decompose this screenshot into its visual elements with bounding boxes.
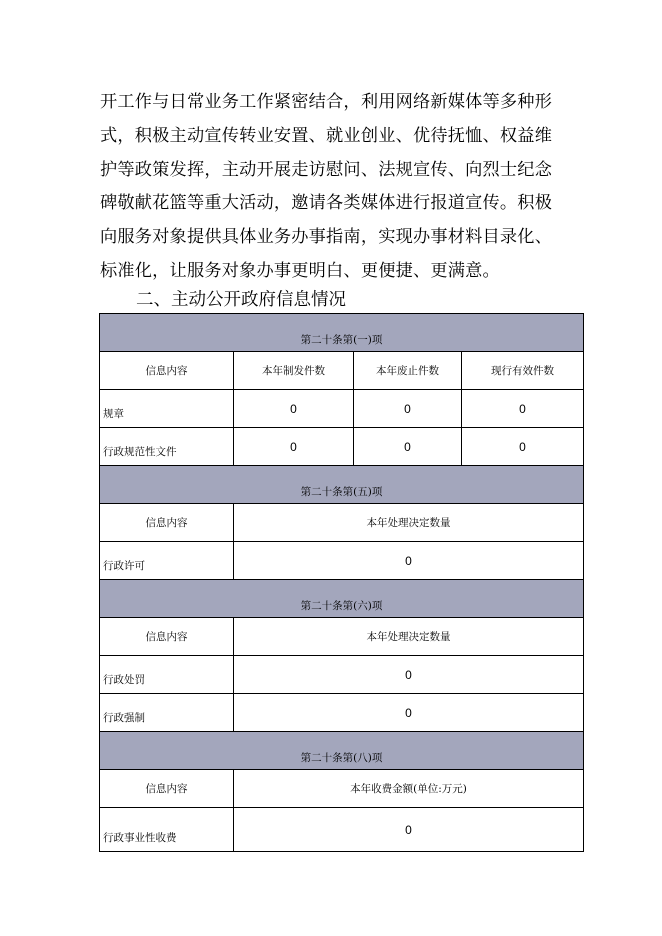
column-header-row	[100, 352, 584, 390]
column-header: 本年收费金额(单位:万元)	[234, 770, 584, 808]
paragraph-line: 式，积极主动宣传转业安置、就业创业、优待抚恤、权益维	[100, 125, 553, 146]
cell-value: 0	[354, 428, 462, 466]
paragraph-line: 标准化，让服务对象办事更明白、更便捷、更满意。	[100, 260, 500, 281]
table-row	[100, 808, 584, 852]
column-header: 信息内容	[100, 770, 234, 808]
table-row	[100, 694, 584, 732]
table-row	[100, 542, 584, 580]
paragraph-line: 开工作与日常业务工作紧密结合，利用网络新媒体等多种形	[100, 92, 553, 112]
table-row	[100, 428, 584, 466]
section-title: 第二十条第(五)项	[100, 466, 584, 504]
column-header-row	[100, 770, 584, 808]
cell-value: 0	[234, 656, 584, 694]
body-paragraph	[100, 86, 580, 289]
section-title: 第二十条第(八)项	[100, 732, 584, 770]
section-header-row	[100, 580, 584, 618]
table-row	[100, 656, 584, 694]
column-header: 本年处理决定数量	[234, 504, 584, 542]
column-header: 本年处理决定数量	[234, 618, 584, 656]
column-header-row	[100, 618, 584, 656]
paragraph-line: 向服务对象提供具体业务办事指南，实现办事材料目录化、	[100, 227, 553, 248]
cell-value: 0	[234, 428, 354, 466]
cell-value: 0	[234, 542, 584, 580]
column-header: 信息内容	[100, 352, 234, 390]
row-label: 行政强制	[100, 694, 234, 732]
column-header: 本年废止件数	[354, 352, 462, 390]
row-label: 行政规范性文件	[100, 428, 234, 466]
section-header-row	[100, 314, 584, 352]
paragraph-line: 碑敬献花篮等重大活动，邀请各类媒体进行报道宣传。积极	[100, 193, 553, 214]
section-title: 第二十条第(一)项	[100, 314, 584, 352]
column-header: 信息内容	[100, 504, 234, 542]
info-disclosure-table	[99, 313, 584, 852]
paragraph-line: 护等政策发挥，主动开展走访慰问、法规宣传、向烈士纪念	[100, 159, 553, 180]
cell-value: 0	[462, 428, 584, 466]
row-label: 行政事业性收费	[100, 808, 234, 852]
section-heading: 二、主动公开政府信息情况	[136, 290, 346, 310]
row-label: 行政许可	[100, 542, 234, 580]
cell-value: 0	[462, 390, 584, 428]
cell-value: 0	[234, 390, 354, 428]
cell-value: 0	[234, 694, 584, 732]
section-header-row	[100, 732, 584, 770]
column-header: 本年制发件数	[234, 352, 354, 390]
row-label: 规章	[100, 390, 234, 428]
cell-value: 0	[234, 808, 584, 852]
column-header: 现行有效件数	[462, 352, 584, 390]
cell-value: 0	[354, 390, 462, 428]
section-header-row	[100, 466, 584, 504]
row-label: 行政处罚	[100, 656, 234, 694]
section-title: 第二十条第(六)项	[100, 580, 584, 618]
column-header: 信息内容	[100, 618, 234, 656]
table-row	[100, 390, 584, 428]
column-header-row	[100, 504, 584, 542]
